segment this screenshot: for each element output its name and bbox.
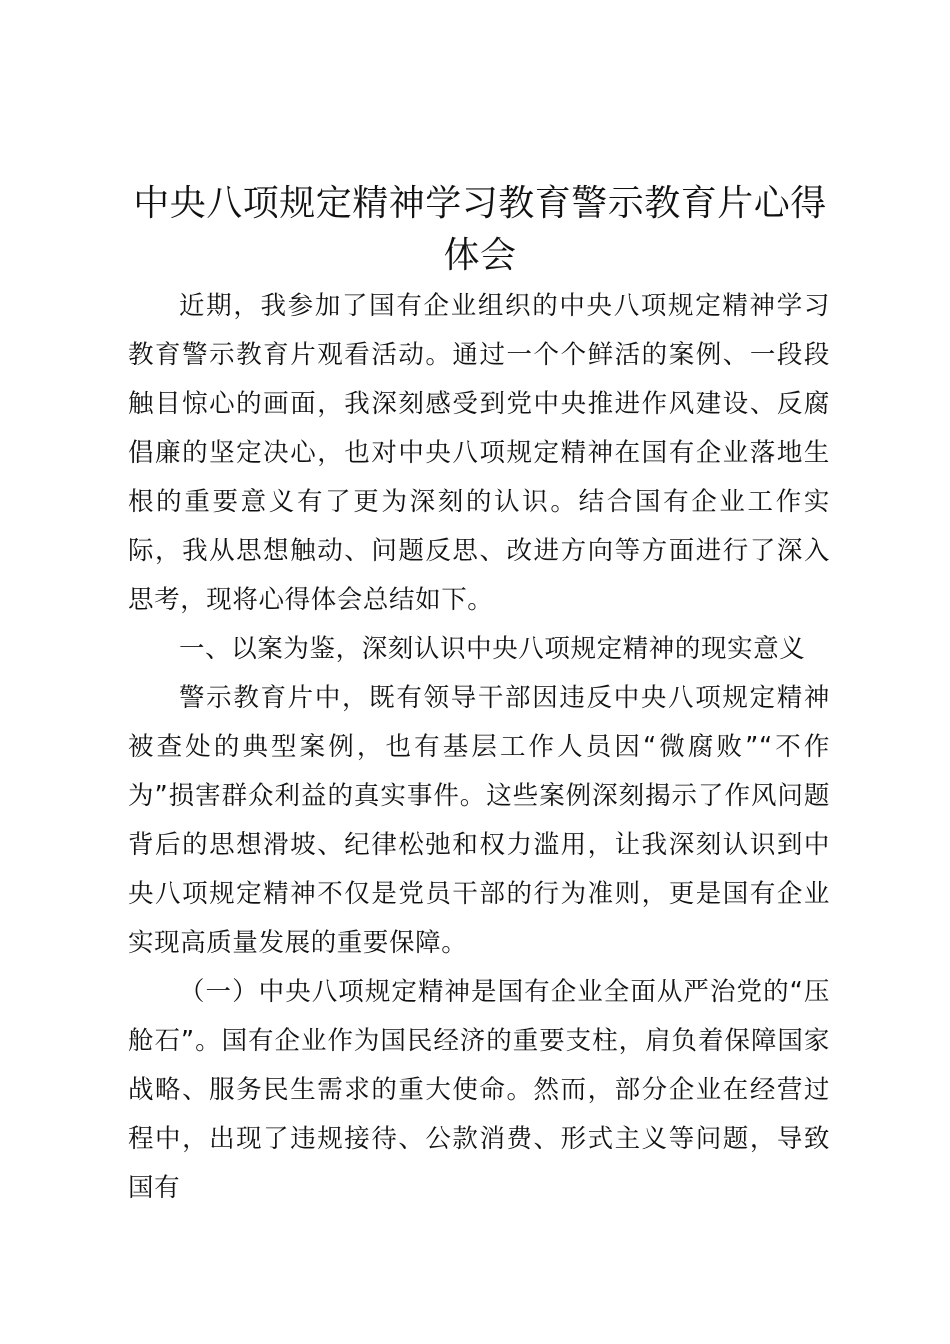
paragraph-cases: 警示教育片中，既有领导干部因违反中央八项规定精神被查处的典型案例，也有基层工作人员因“微腐败”“不作为”损害群众利益的真实事件。这些案例深刻揭示了作风问题背后的思想滑坡、纪律松弛和权力滥用，让我深刻认识到中央八项规定精神不仅是党员干部的行为准则，更是国有企业实现高质量发展的重要保障。 [128,683,830,958]
document-body [128,282,830,1213]
document-title: 中央八项规定精神学习教育警示教育片心得体会 [133,183,827,276]
paragraph-intro: 近期，我参加了国有企业组织的中央八项规定精神学习教育警示教育片观看活动。通过一个个鲜活的案例、一段段触目惊心的画面，我深刻感受到党中央推进作风建设、反腐倡廉的坚定决心，也对中央八项规定精神在国有企业落地生根的重要意义有了更为深刻的认识。结合国有企业工作实际，我从思想触动、问题反思、改进方向等方面进行了深入思考，现将心得体会总结如下。 [128,291,830,615]
section-heading-1: 一、以案为鉴，深刻认识中央八项规定精神的现实意义 [179,634,806,664]
paragraph-subsection-1: （一）中央八项规定精神是国有企业全面从严治党的“压舱石”。国有企业作为国民经济的重要支柱，肩负着保障国家战略、服务民生需求的重大使命。然而，部分企业在经营过程中，出现了违规接待、公款消费、形式主义等问题，导致国有 [128,977,830,1203]
